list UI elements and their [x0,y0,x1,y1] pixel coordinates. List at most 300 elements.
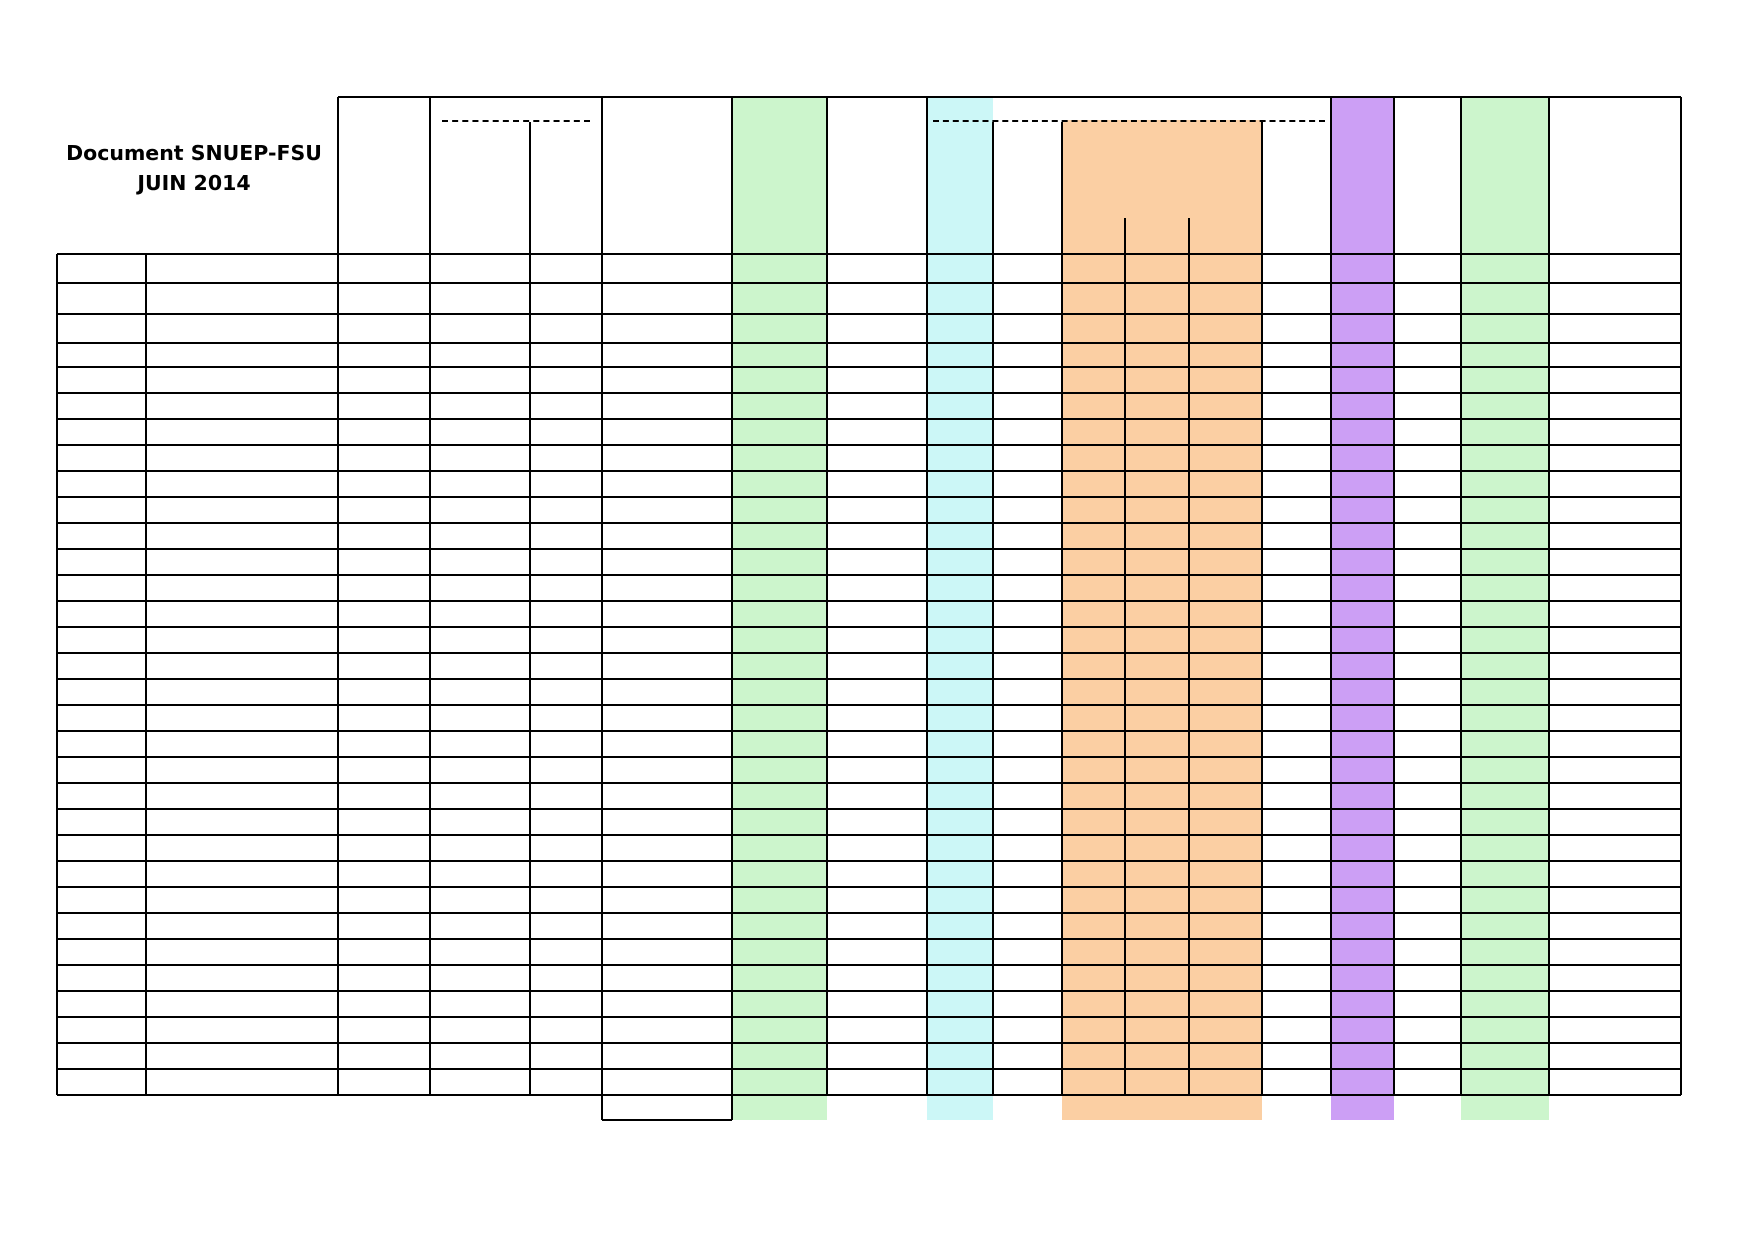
cell-zr [1331,393,1394,419]
cell-mcs [530,627,602,653]
cell-extension [827,1069,927,1095]
cell-taux [1549,627,1681,653]
cell-pct-zr [1394,991,1461,1017]
cell-discipline [146,523,338,549]
cell-rhone [1189,991,1262,1017]
percent-spea [927,1133,993,1159]
cell-spea-pct [993,679,1062,705]
cell-discipline [146,497,338,523]
cell-taux [1549,471,1681,497]
cell-code [57,653,146,679]
cell-ain [1062,497,1125,523]
cell-taux [1549,913,1681,939]
cell-rhone [1189,445,1262,471]
cell-taux [1549,549,1681,575]
row-border [57,704,1681,706]
cell-aucune [1461,627,1549,653]
cell-spea-pct [993,653,1062,679]
cell-discipline [146,653,338,679]
column-border [1261,254,1263,1095]
cell-entrants [430,445,530,471]
cell-pct-oblig [602,705,732,731]
cell-ain [1062,367,1125,393]
header-extension [827,97,927,254]
cell-spea-pct [993,1017,1062,1043]
cell-pct-oblig [602,601,732,627]
row-border [57,808,1681,810]
cell-loire [1125,939,1189,965]
cell-ordinaires-pct [1262,601,1331,627]
cell-pct-oblig [602,393,732,419]
cell-ordinaires-pct [1262,367,1331,393]
cell-mcs [530,705,602,731]
cell-mutation [732,627,827,653]
cell-spea-pct [993,705,1062,731]
cell-taux [1549,783,1681,809]
cell-aucune [1461,705,1549,731]
cell-ordinaires-pct [1262,254,1331,283]
total-spea [927,1095,993,1120]
cell-rhone [1189,861,1262,887]
cell-ordinaires-pct [1262,835,1331,861]
cell-pct-oblig [602,445,732,471]
row-border [57,626,1681,628]
cell-ain [1062,783,1125,809]
cell-demandes [338,283,430,314]
cell-ain [1062,419,1125,445]
percent-mutation [732,1133,827,1159]
cell-demandes [338,809,430,835]
cell-aucune [1461,314,1549,343]
cell-pct-zr [1394,471,1461,497]
cell-entrants [430,653,530,679]
cell-entrants [430,965,530,991]
row-border [57,1016,1681,1018]
cell-loire [1125,1043,1189,1069]
cell-entrants [430,523,530,549]
cell-ordinaires-pct [1262,939,1331,965]
total-box-left [601,1095,603,1120]
cell-zr [1331,523,1394,549]
cell-spea [927,809,993,835]
cell-mcs [530,913,602,939]
header-top-border [338,96,1681,98]
cell-zr [1331,549,1394,575]
cell-pct-zr [1394,419,1461,445]
cell-ain [1062,627,1125,653]
cell-spea [927,939,993,965]
row-border [57,730,1681,732]
cell-taux [1549,1069,1681,1095]
cell-discipline [146,343,338,367]
cell-pct-oblig [602,1069,732,1095]
cell-extension [827,601,927,627]
cell-taux [1549,367,1681,393]
row-border [57,990,1681,992]
cell-mutation [732,679,827,705]
cell-ordinaires-pct [1262,523,1331,549]
cell-pct-oblig [602,523,732,549]
cell-mutation [732,887,827,913]
cell-mcs [530,471,602,497]
cell-spea-pct [993,627,1062,653]
dont-dashed-line [442,120,590,122]
cell-loire [1125,471,1189,497]
header-divider [1548,97,1550,254]
cell-pct-zr [1394,835,1461,861]
cell-taux [1549,809,1681,835]
cell-pct-oblig [602,939,732,965]
cell-ordinaires-pct [1262,679,1331,705]
header-divider [826,97,828,254]
cell-rhone [1189,783,1262,809]
cell-ain [1062,861,1125,887]
cell-taux [1549,653,1681,679]
total-demandes [338,1095,430,1120]
cell-entrants [430,627,530,653]
cell-aucune [1461,1069,1549,1095]
cell-mcs [530,679,602,705]
cell-spea [927,393,993,419]
cell-rhone [1189,1069,1262,1095]
header-mutation [732,97,827,254]
cell-rhone [1189,705,1262,731]
cell-spea-pct [993,367,1062,393]
cell-pct-zr [1394,367,1461,393]
cell-ordinaires-pct [1262,445,1331,471]
cell-code [57,1069,146,1095]
cell-pct-oblig [602,343,732,367]
cell-rhone [1189,419,1262,445]
cell-mutation [732,367,827,393]
cell-extension [827,523,927,549]
row-border [57,1094,1681,1096]
cell-discipline [146,1069,338,1095]
cell-code [57,254,146,283]
cell-zr [1331,991,1394,1017]
cell-rhone [1189,1017,1262,1043]
cell-loire [1125,653,1189,679]
cell-ordinaires-pct [1262,1069,1331,1095]
cell-ordinaires-pct [1262,1043,1331,1069]
cell-entrants [430,393,530,419]
cell-taux [1549,1017,1681,1043]
cell-extension [827,314,927,343]
cell-zr [1331,757,1394,783]
cell-pct-oblig [602,783,732,809]
row-border [57,938,1681,940]
cell-code [57,627,146,653]
cell-taux [1549,731,1681,757]
document-title-line1: Document SNUEP-FSU [66,141,322,165]
cell-pct-zr [1394,1069,1461,1095]
row-border [57,1068,1681,1070]
cell-pct-zr [1394,393,1461,419]
header-pct-zr [1394,97,1461,254]
cell-entrants [430,809,530,835]
cell-ain [1062,757,1125,783]
column-border [826,254,828,1095]
cell-demandes [338,314,430,343]
cell-loire [1125,549,1189,575]
cell-entrants [430,783,530,809]
cell-ain [1062,939,1125,965]
cell-ain [1062,314,1125,343]
row-border [57,444,1681,446]
cell-demandes [338,575,430,601]
cell-aucune [1461,343,1549,367]
cell-pct-oblig [602,913,732,939]
cell-code [57,939,146,965]
cell-extension [827,913,927,939]
cell-spea [927,627,993,653]
column-border [56,254,58,1095]
cell-loire [1125,601,1189,627]
cell-loire [1125,913,1189,939]
cell-spea [927,991,993,1017]
column-border [601,254,603,1095]
cell-ordinaires-pct [1262,809,1331,835]
column-border [145,254,147,1095]
cell-spea-pct [993,939,1062,965]
cell-spea-pct [993,549,1062,575]
cell-mutation [732,254,827,283]
cell-loire [1125,445,1189,471]
cell-aucune [1461,523,1549,549]
cell-code [57,419,146,445]
cell-aucune [1461,757,1549,783]
cell-loire [1125,887,1189,913]
cell-rhone [1189,679,1262,705]
column-border [1061,254,1063,1095]
cell-zr [1331,887,1394,913]
cell-entrants [430,471,530,497]
cell-mutation [732,419,827,445]
cell-demandes [338,445,430,471]
cell-zr [1331,731,1394,757]
cell-demandes [338,705,430,731]
cell-mcs [530,601,602,627]
cell-mutation [732,809,827,835]
cell-spea [927,254,993,283]
cell-mcs [530,1069,602,1095]
cell-code [57,497,146,523]
cell-spea-pct [993,283,1062,314]
cell-mutation [732,549,827,575]
cell-extension [827,627,927,653]
cell-loire [1125,254,1189,283]
total-entrants [430,1095,530,1120]
cell-aucune [1461,809,1549,835]
cell-discipline [146,471,338,497]
cell-loire [1125,757,1189,783]
cell-code [57,757,146,783]
total-mutation [732,1095,827,1120]
row-border [57,342,1681,344]
cell-mcs [530,731,602,757]
row-border [57,964,1681,966]
cell-extension [827,835,927,861]
cell-pct-oblig [602,1017,732,1043]
header-entrants [430,122,530,254]
cell-ordinaires-pct [1262,757,1331,783]
cell-mutation [732,343,827,367]
cell-ain [1062,343,1125,367]
cell-pct-zr [1394,601,1461,627]
header-divider [1188,218,1190,254]
cell-discipline [146,861,338,887]
cell-taux [1549,497,1681,523]
cell-code [57,601,146,627]
cell-demandes [338,887,430,913]
column-border [529,254,531,1095]
cell-taux [1549,679,1681,705]
cell-extension [827,283,927,314]
cell-discipline [146,393,338,419]
cell-discipline [146,991,338,1017]
header-right-border [1680,97,1682,254]
cell-discipline [146,601,338,627]
cell-mutation [732,497,827,523]
cell-pct-oblig [602,1043,732,1069]
cell-pct-oblig [602,965,732,991]
cell-spea-pct [993,314,1062,343]
cell-pct-zr [1394,1043,1461,1069]
cell-entrants [430,679,530,705]
cell-demandes [338,679,430,705]
cell-zr [1331,627,1394,653]
cell-aucune [1461,497,1549,523]
cell-entrants [430,1043,530,1069]
cell-zr [1331,471,1394,497]
cell-zr [1331,939,1394,965]
cell-loire [1125,679,1189,705]
cell-entrants [430,283,530,314]
cell-zr [1331,913,1394,939]
cell-pct-zr [1394,679,1461,705]
cell-pct-zr [1394,575,1461,601]
cell-code [57,343,146,367]
cell-taux [1549,705,1681,731]
cell-discipline [146,367,338,393]
cell-mutation [732,523,827,549]
cell-spea-pct [993,783,1062,809]
cell-code [57,861,146,887]
cell-discipline [146,757,338,783]
cell-rhone [1189,575,1262,601]
cell-extension [827,861,927,887]
cell-rhone [1189,835,1262,861]
percent-zr [1331,1133,1394,1159]
cell-pct-oblig [602,991,732,1017]
cell-aucune [1461,679,1549,705]
cell-pct-oblig [602,627,732,653]
cell-ordinaires-pct [1262,549,1331,575]
cell-mcs [530,809,602,835]
cell-extension [827,254,927,283]
cell-rhone [1189,939,1262,965]
cell-discipline [146,445,338,471]
cell-taux [1549,835,1681,861]
cell-ain [1062,991,1125,1017]
cell-taux [1549,343,1681,367]
cell-loire [1125,314,1189,343]
cell-aucune [1461,887,1549,913]
row-border [57,366,1681,368]
cell-aucune [1461,549,1549,575]
cell-spea [927,575,993,601]
cell-extension [827,731,927,757]
cell-code [57,783,146,809]
cell-entrants [430,497,530,523]
cell-discipline [146,419,338,445]
cell-pct-oblig [602,835,732,861]
cell-pct-oblig [602,757,732,783]
cell-taux [1549,991,1681,1017]
cell-entrants [430,887,530,913]
cell-rhone [1189,283,1262,314]
cell-aucune [1461,783,1549,809]
cell-taux [1549,575,1681,601]
cell-aucune [1461,835,1549,861]
cell-zr [1331,1043,1394,1069]
cell-extension [827,445,927,471]
row-border [57,1042,1681,1044]
cell-demandes [338,1017,430,1043]
cell-entrants [430,601,530,627]
cell-ain [1062,601,1125,627]
cell-loire [1125,393,1189,419]
percent-taux [1549,1133,1681,1159]
cell-entrants [430,367,530,393]
cell-spea [927,471,993,497]
cell-taux [1549,757,1681,783]
cell-code [57,549,146,575]
header-divider [1061,122,1063,254]
row-border [57,886,1681,888]
cell-spea [927,445,993,471]
cell-discipline [146,575,338,601]
cell-zr [1331,809,1394,835]
cell-mutation [732,1017,827,1043]
cell-extension [827,549,927,575]
cell-spea-pct [993,757,1062,783]
cell-code [57,679,146,705]
cell-aucune [1461,601,1549,627]
column-border [1460,254,1462,1095]
cell-rhone [1189,913,1262,939]
header-rhone [1189,218,1262,254]
row-border [57,313,1681,315]
cell-ain [1062,393,1125,419]
cell-extension [827,809,927,835]
cell-extension [827,991,927,1017]
row-border [57,834,1681,836]
cell-zr [1331,419,1394,445]
cell-spea [927,913,993,939]
cell-entrants [430,835,530,861]
cell-spea [927,731,993,757]
cell-demandes [338,497,430,523]
cell-spea [927,1069,993,1095]
cell-discipline [146,913,338,939]
cell-discipline [146,549,338,575]
cell-ordinaires-pct [1262,575,1331,601]
cell-zr [1331,367,1394,393]
cell-demandes [338,913,430,939]
cell-ordinaires-pct [1262,861,1331,887]
cell-demandes [338,549,430,575]
